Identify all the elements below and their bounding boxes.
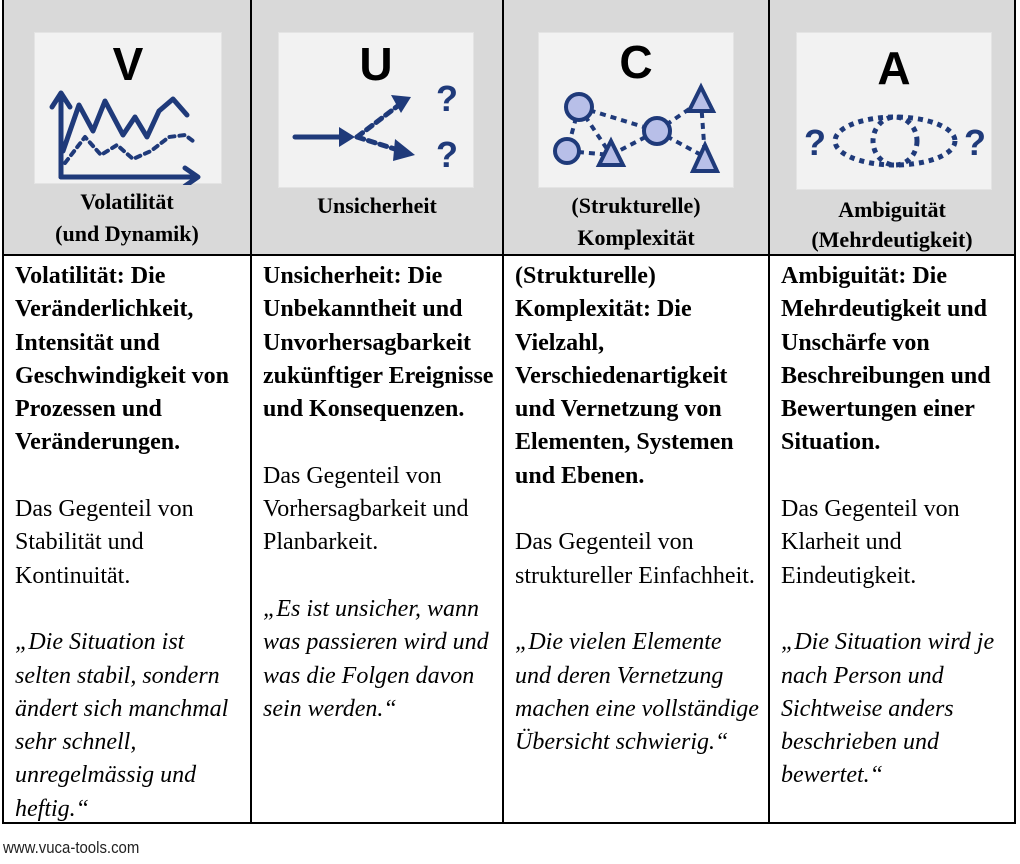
opposite-complexity: Das Gegenteil von struktureller Einfachheit. [515, 529, 755, 589]
volatility-chart-icon [35, 33, 223, 185]
header-cell-uncertainty [252, 0, 502, 256]
body-cell-uncertainty [252, 258, 502, 822]
vuca-table [2, 0, 1016, 824]
opposite-ambiguity: Das Gegenteil von Klarheit und Eindeutigkeit. [781, 496, 960, 589]
question-mark-lower: ? [436, 134, 458, 175]
opposite-uncertainty: Das Gegenteil von Vorhersagbarkeit und Planbarkeit. [263, 462, 469, 556]
body-cell-complexity [504, 258, 768, 822]
header-title-uncertainty: Unsicherheit [317, 193, 437, 218]
question-mark-right: ? [964, 122, 986, 163]
column-ambiguity [768, 0, 1014, 822]
header-subtitle-volatility: (und Dynamik) [55, 221, 199, 246]
column-volatility [4, 0, 250, 822]
ambiguity-ellipses-icon [797, 33, 993, 191]
header-title-ambiguity: Ambiguität [838, 197, 946, 222]
header-title-complexity: (Strukturelle) [571, 193, 701, 218]
quote-complexity: „Die vielen Elemente und deren Vernetzung machen eine vollständige Übersicht schwierig.“ [515, 629, 759, 756]
question-mark-upper: ? [436, 78, 458, 119]
body-cell-ambiguity [770, 258, 1014, 822]
header-cell-ambiguity [770, 0, 1014, 256]
letter-u: U [359, 38, 393, 90]
letter-v: V [112, 38, 144, 90]
header-cell-complexity [504, 0, 768, 256]
header-subtitle-complexity: Komplexität [577, 225, 695, 250]
icon-panel-complexity [538, 32, 734, 188]
complexity-network-icon [539, 33, 735, 189]
icon-panel-volatility [34, 32, 222, 184]
icon-panel-uncertainty [278, 32, 474, 188]
definition-ambiguity: Ambiguität: Die Mehrdeutigkeit und Unschärfe von Beschreibungen und Bewertungen einer Situation. [781, 263, 991, 456]
opposite-volatility: Das Gegenteil von Stabilität und Kontinuität. [15, 496, 194, 589]
header-subtitle-ambiguity: (Mehrdeutigkeit) [811, 227, 973, 252]
quote-volatility: „Die Situation ist selten stabil, sondern ändert sich manchmal sehr schnell, unregelmässig und heftig.“ [15, 629, 229, 822]
column-complexity [502, 0, 768, 822]
definition-complexity: (Strukturelle) Komplexität: Die Vielzahl, Verschiedenartigkeit und Vernetzung von Elementen, Systemen und Ebenen. [515, 263, 734, 489]
source-footer: www.vuca-tools.com [3, 838, 140, 857]
definition-uncertainty: Unsicherheit: Die Unbekanntheit und Unvorhersagbarkeit zukünftiger Ereignisse und Konsequenzen. [263, 263, 494, 423]
quote-uncertainty: „Es ist unsicher, wann was passieren wird und was die Folgen davon sein werden.“ [263, 595, 489, 722]
letter-a: A [877, 42, 911, 94]
question-mark-left: ? [804, 122, 826, 163]
letter-c: C [619, 36, 653, 88]
column-uncertainty [250, 0, 502, 822]
uncertainty-arrows-icon [279, 33, 475, 189]
body-cell-volatility [4, 258, 250, 822]
quote-ambiguity: „Die Situation wird je nach Person und Sichtweise anders beschrieben und bewertet.“ [781, 629, 995, 789]
header-title-volatility: Volatilität [80, 189, 174, 214]
definition-volatility: Volatilität: Die Veränderlichkeit, Intensität und Geschwindigkeit von Prozessen und Veränderungen. [15, 263, 230, 456]
header-cell-volatility [4, 0, 250, 256]
icon-panel-ambiguity [796, 32, 992, 190]
